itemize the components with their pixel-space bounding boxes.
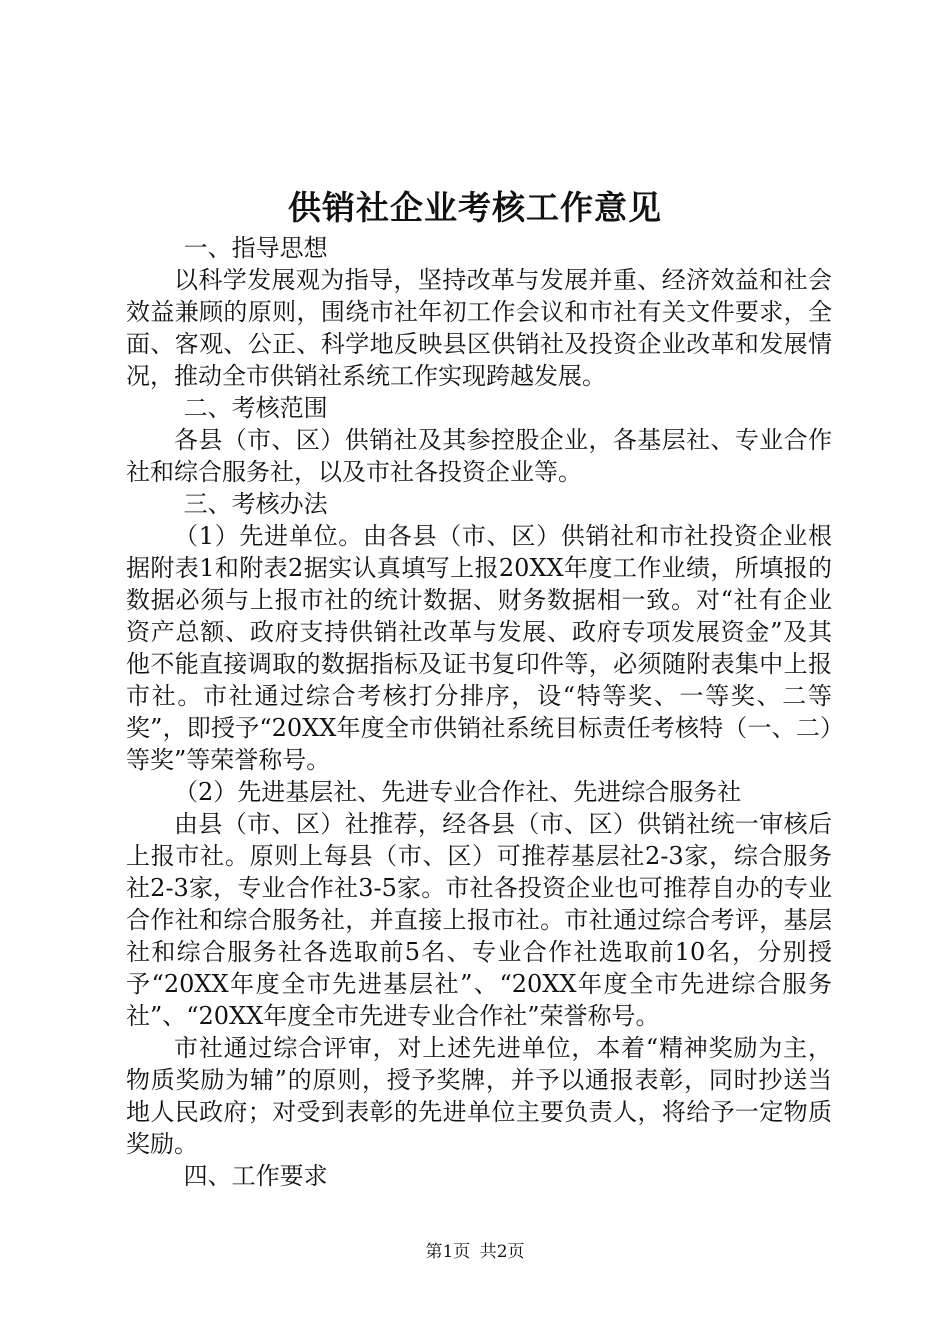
page-total: 共2页: [479, 1242, 525, 1262]
subheading-advanced-grassroots: （2）先进基层社、先进专业合作社、先进综合服务社: [174, 778, 742, 806]
paragraph-guiding-ideology: 以科学发展观为指导，坚持改革与发展并重、经济效益和社会效益兼顾的原则，围绕市社年初工作会议和市社有关文件要求，全面、客观、公正、科学地反映县区供销社及投资企业改革和发展情况，推动全市供销社系统工作实现跨越发展。: [126, 266, 832, 390]
page-number: 第1页: [425, 1242, 471, 1262]
paragraph-rewards: 市社通过综合评审，对上述先进单位，本着“精神奖励为主，物质奖励为辅”的原则，授予奖牌，并予以通报表彰，同时抄送当地人民政府；对受到表彰的先进单位主要负责人，将给予一定物质奖励。: [126, 1034, 832, 1158]
section-heading-assessment-method: 三、考核办法: [183, 490, 328, 518]
section-heading-assessment-scope: 二、考核范围: [183, 394, 328, 422]
paragraph-advanced-units: （1）先进单位。由各县（市、区）供销社和市社投资企业根据附表1和附表2据实认真填写上报20XX年度工作业绩，所填报的数据必须与上报市社的统计数据、财务数据相一致。对“社有企业资产总额、政府支持供销社改革与发展、政府专项发展资金”及其他不能直接调取的数据指标及证书复印件等，必须随附表集中上报市社。市社通过综合考核打分排序，设“特等奖、一等奖、二等奖”，即授予“20XX年度全市供销社系统目标责任考核特（一、二）等奖”等荣誉称号。: [126, 522, 832, 774]
document-body: [126, 232, 832, 1192]
paragraph-advanced-grassroots: 由县（市、区）社推荐，经各县（市、区）供销社统一审核后上报市社。原则上每县（市、区）可推荐基层社2-3家，综合服务社2-3家，专业合作社3-5家。市社各投资企业也可推荐自办的专业合作社和综合服务社，并直接上报市社。市社通过综合考评，基层社和综合服务社各选取前5名、专业合作社选取前10名，分别授予“20XX年度全市先进基层社”、“20XX年度全市先进综合服务社”、“20XX年度全市先进专业合作社”荣誉称号。: [126, 810, 832, 1030]
section-heading-work-requirements: 四、工作要求: [183, 1162, 328, 1190]
section-heading-guiding-ideology: 一、指导思想: [183, 234, 328, 262]
document-title: 供销社企业考核工作意见: [288, 188, 662, 227]
paragraph-assessment-scope: 各县（市、区）供销社及其参控股企业，各基层社、专业合作社和综合服务社，以及市社各投资企业等。: [126, 426, 832, 486]
page-footer: [0, 1240, 950, 1264]
